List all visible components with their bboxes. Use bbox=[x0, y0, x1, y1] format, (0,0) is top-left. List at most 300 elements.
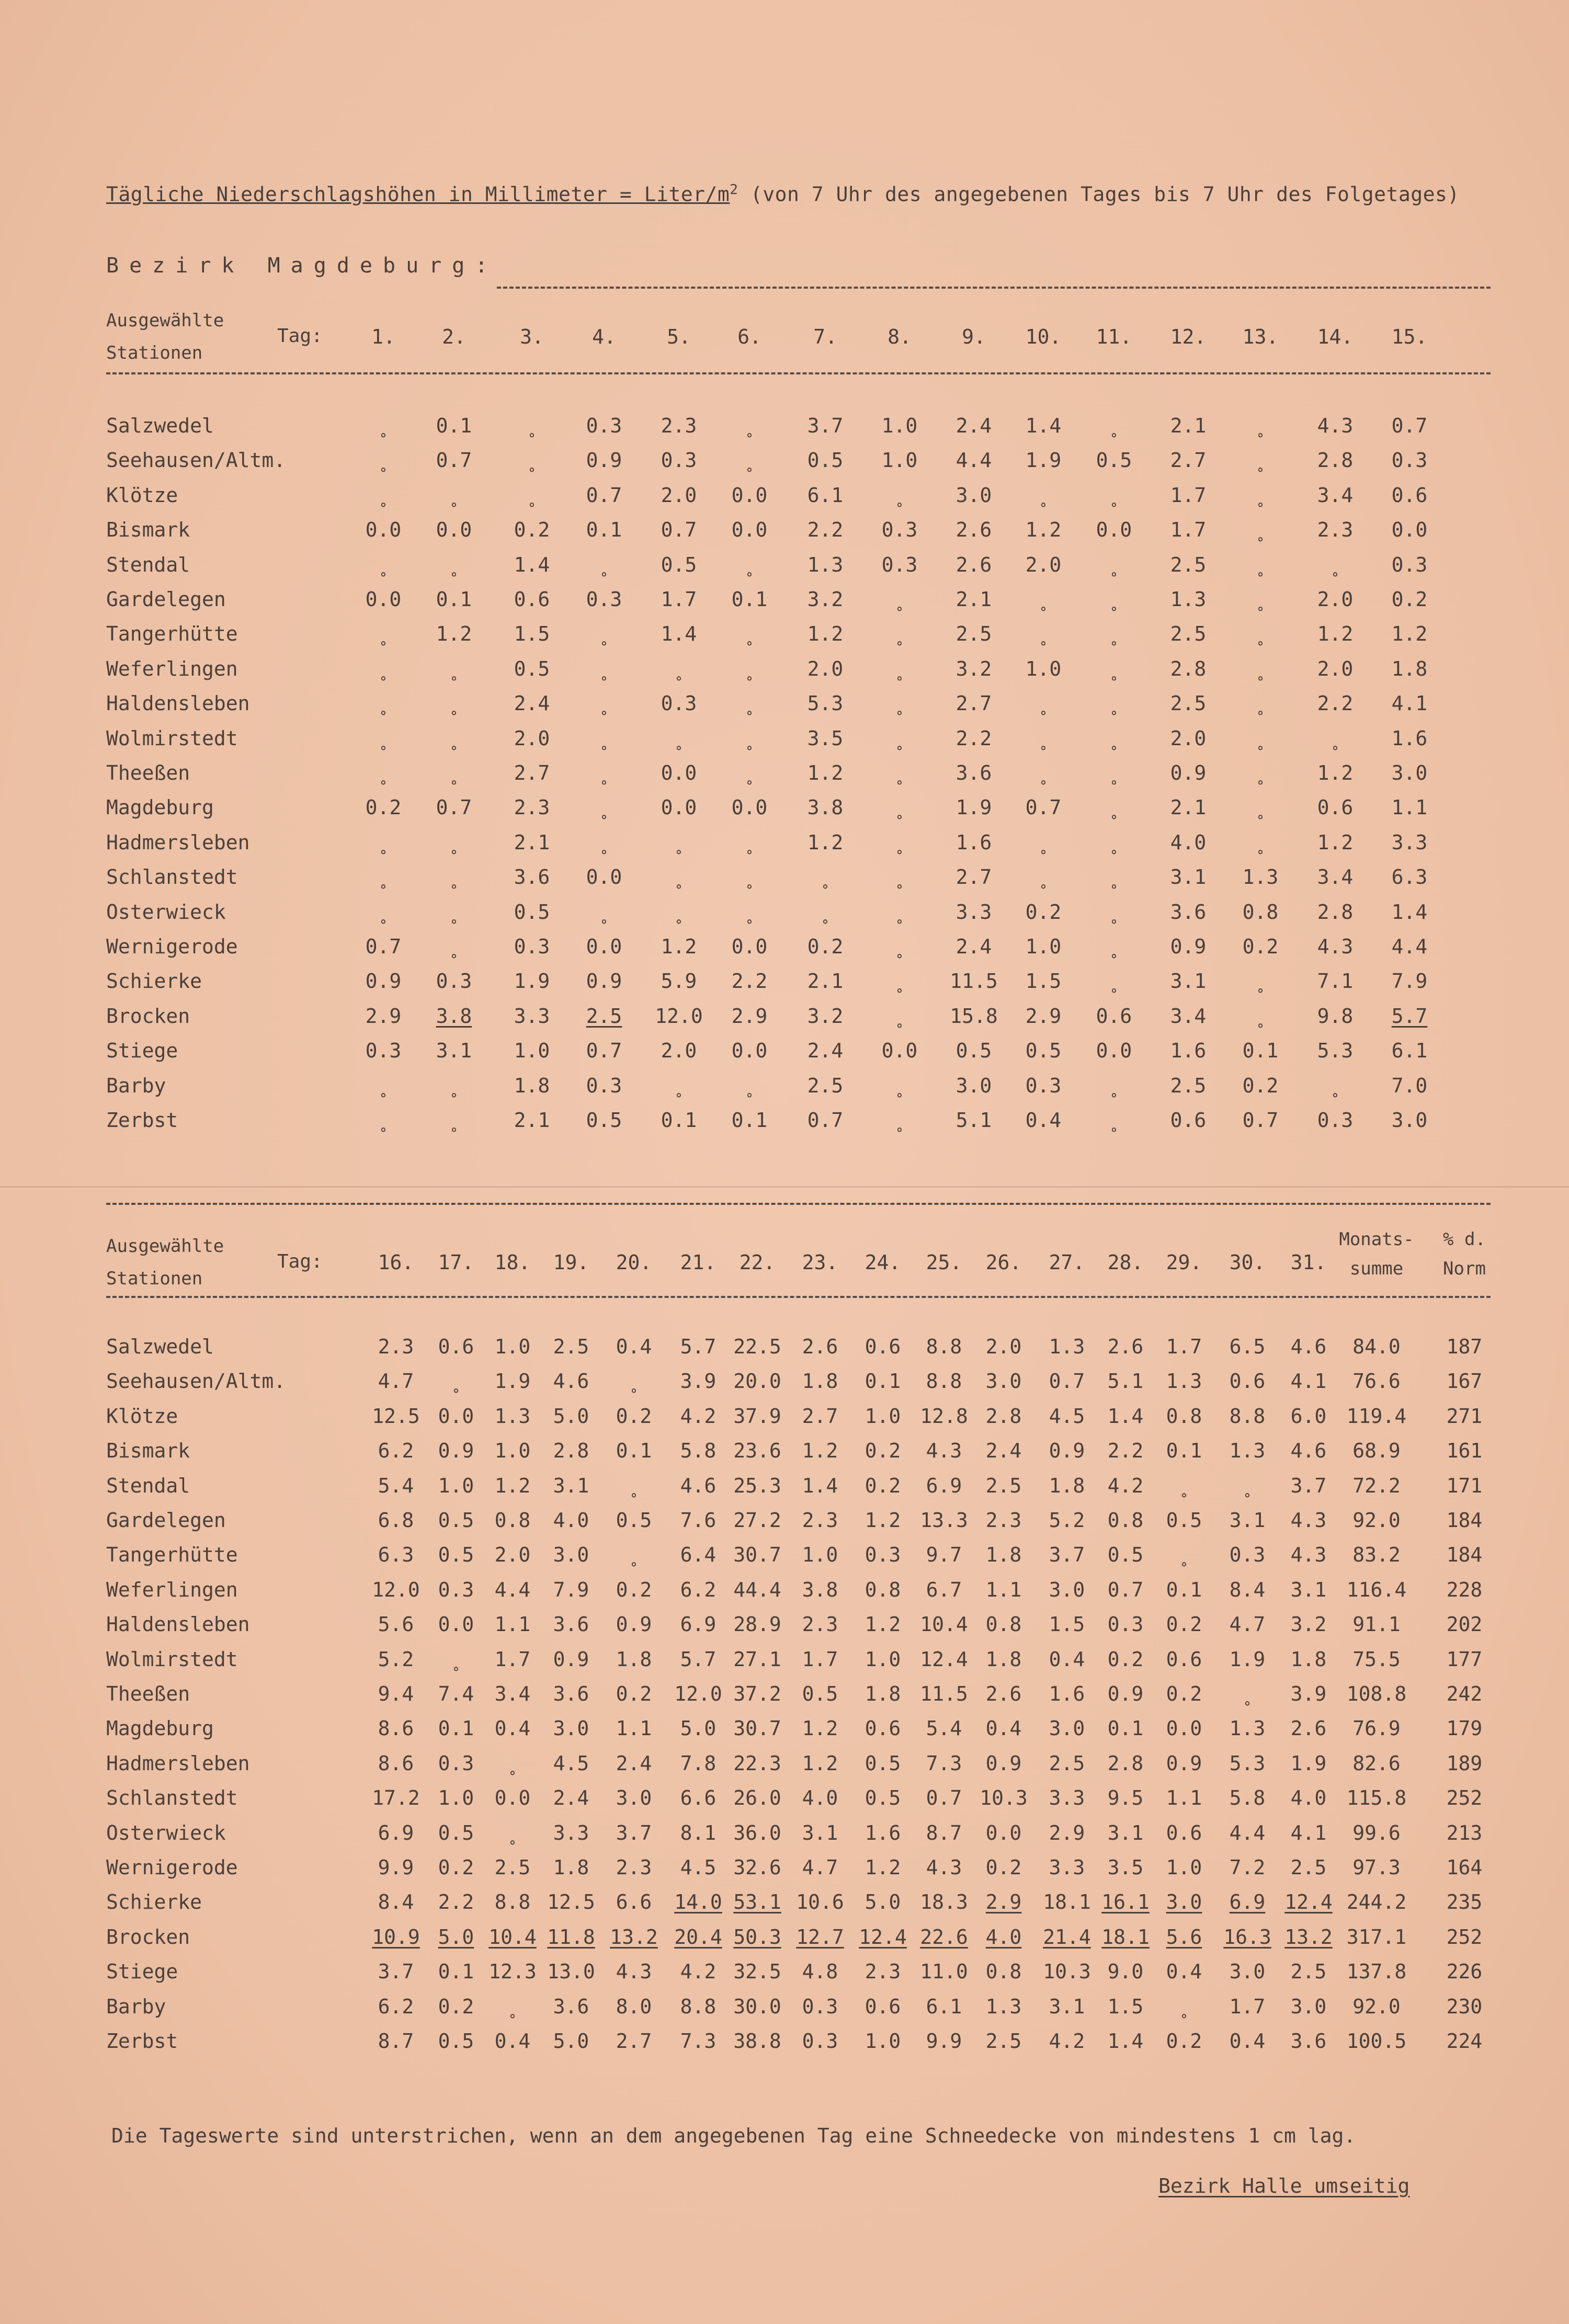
precip-cell: 0.1 bbox=[438, 1717, 474, 1740]
precip-cell: 1.2 bbox=[1317, 830, 1354, 854]
precip-cell: ˳ bbox=[377, 692, 390, 715]
station-name: Zerbst bbox=[106, 1109, 178, 1132]
precip-cell: 3.4 bbox=[1317, 865, 1354, 889]
precip-cell: 0.0 bbox=[1166, 1717, 1202, 1740]
precip-cell: ˳ bbox=[1108, 796, 1120, 819]
day-header: 23. bbox=[802, 1251, 838, 1274]
precip-cell: 0.5 bbox=[956, 1039, 992, 1063]
precip-cell: 0.1 bbox=[1107, 1717, 1144, 1740]
monthly-sum-cell: 76.9 bbox=[1352, 1717, 1401, 1740]
precip-cell: ˳ bbox=[893, 935, 906, 958]
precip-cell: 0.3 bbox=[1391, 449, 1428, 472]
precip-cell: 1.2 bbox=[865, 1856, 901, 1879]
day-header: 10. bbox=[1025, 325, 1062, 348]
station-name: Osterwieck bbox=[106, 1821, 226, 1844]
precip-cell: ˳ bbox=[377, 830, 390, 854]
precip-cell: 7.3 bbox=[680, 2030, 717, 2053]
station-name: Hadmersleben bbox=[106, 830, 250, 854]
precip-cell: 0.0 bbox=[438, 1613, 474, 1636]
precip-cell: 3.6 bbox=[553, 1613, 589, 1636]
precip-cell: 1.8 bbox=[1391, 657, 1428, 680]
precip-cell: 0.5 bbox=[616, 1509, 652, 1532]
precip-cell: 0.8 bbox=[1166, 1404, 1202, 1428]
precip-cell: ˳ bbox=[1329, 726, 1341, 750]
precip-cell: ˳ bbox=[506, 1995, 519, 2018]
precip-cell: 0.9 bbox=[553, 1647, 589, 1671]
precip-cell: 3.8 bbox=[436, 1004, 472, 1028]
station-name: Wolmirstedt bbox=[106, 726, 238, 750]
precip-cell: 4.6 bbox=[1290, 1335, 1327, 1358]
precip-cell: 0.0 bbox=[438, 1404, 474, 1428]
precip-cell: 1.4 bbox=[1107, 1404, 1144, 1428]
norm-percent-cell: 224 bbox=[1446, 2030, 1483, 2053]
title-prefix: Tägliche Niederschlagshöhen in Millimeter bbox=[106, 183, 608, 206]
precip-cell: 3.1 bbox=[1049, 1995, 1085, 2018]
precip-cell: 1.0 bbox=[1025, 935, 1062, 958]
precip-cell: ˳ bbox=[673, 830, 685, 854]
precip-cell: ˳ bbox=[1108, 900, 1120, 924]
precip-cell: 10.4 bbox=[488, 1925, 537, 1949]
precip-cell: 5.8 bbox=[1229, 1786, 1266, 1810]
precip-cell: 3.3 bbox=[1049, 1856, 1085, 1879]
precip-cell: 4.0 bbox=[802, 1786, 838, 1810]
precip-cell: 30.0 bbox=[733, 1995, 781, 2018]
precip-cell: 12.5 bbox=[372, 1404, 420, 1428]
precip-cell: 0.7 bbox=[365, 935, 402, 958]
precip-cell: 9.5 bbox=[1107, 1786, 1144, 1810]
station-name: Schierke bbox=[106, 1890, 202, 1914]
precip-cell: 0.5 bbox=[438, 1509, 474, 1532]
precip-cell: 0.9 bbox=[985, 1751, 1022, 1775]
precip-cell: 1.1 bbox=[1391, 796, 1428, 819]
monthly-sum-header bbox=[1339, 1225, 1414, 1283]
precip-cell: ˳ bbox=[743, 692, 756, 715]
precip-cell: 0.4 bbox=[1049, 1647, 1085, 1671]
precip-cell: 0.1 bbox=[731, 588, 768, 611]
precip-cell: ˳ bbox=[526, 449, 538, 472]
precip-cell: 8.4 bbox=[1229, 1578, 1266, 1601]
precip-cell: 20.0 bbox=[733, 1370, 781, 1393]
precip-cell: 1.6 bbox=[1049, 1682, 1085, 1705]
precip-cell: ˳ bbox=[893, 970, 906, 993]
precip-cell: 2.2 bbox=[956, 726, 992, 750]
station-name: Seehausen/Altm. bbox=[106, 1370, 286, 1393]
precip-cell: ˳ bbox=[598, 553, 610, 576]
precip-cell: ˳ bbox=[1254, 796, 1267, 819]
precip-cell: ˳ bbox=[1108, 588, 1120, 611]
precip-cell: 3.7 bbox=[616, 1821, 652, 1844]
norm-percent-cell: 242 bbox=[1446, 1682, 1483, 1705]
station-name: Haldensleben bbox=[106, 1613, 250, 1636]
precip-cell: 2.5 bbox=[985, 1474, 1022, 1497]
precip-cell: 18.3 bbox=[920, 1890, 968, 1914]
precip-cell: 9.8 bbox=[1317, 1004, 1354, 1028]
precip-cell: 0.1 bbox=[616, 1439, 652, 1463]
precip-cell: 0.2 bbox=[438, 1856, 474, 1879]
precip-cell: 4.0 bbox=[1170, 830, 1207, 854]
precip-cell: 4.3 bbox=[1317, 414, 1354, 437]
precip-cell: 0.3 bbox=[1229, 1543, 1266, 1567]
precip-cell: 0.1 bbox=[865, 1370, 901, 1393]
precip-cell: ˳ bbox=[1108, 726, 1120, 750]
precip-cell: 2.8 bbox=[1317, 449, 1354, 472]
precip-cell: 6.6 bbox=[616, 1890, 652, 1914]
precip-cell: 3.3 bbox=[956, 900, 992, 924]
precip-cell: 1.0 bbox=[494, 1335, 531, 1358]
precip-cell: ˳ bbox=[377, 726, 390, 750]
precip-cell: 1.6 bbox=[1391, 726, 1428, 750]
precip-cell: 2.3 bbox=[616, 1856, 652, 1879]
precip-cell: 0.0 bbox=[586, 865, 622, 889]
precip-cell: 2.6 bbox=[1290, 1717, 1327, 1740]
precip-cell: 4.3 bbox=[1290, 1509, 1327, 1532]
precip-cell: 4.0 bbox=[985, 1925, 1022, 1949]
precip-cell: 13.0 bbox=[547, 1960, 595, 1984]
precip-cell: 1.3 bbox=[1049, 1335, 1085, 1358]
precip-cell: 0.7 bbox=[926, 1786, 962, 1810]
precip-cell: 11.5 bbox=[950, 970, 998, 993]
precip-cell: ˳ bbox=[1037, 830, 1050, 854]
day-header: 21. bbox=[680, 1251, 717, 1274]
precip-cell: 2.0 bbox=[1317, 588, 1354, 611]
precip-cell: 0.1 bbox=[731, 1109, 768, 1132]
precip-cell: 6.1 bbox=[1391, 1039, 1428, 1063]
precip-cell: ˳ bbox=[1254, 726, 1267, 750]
precip-cell: 1.7 bbox=[1170, 483, 1207, 507]
precip-cell: 0.0 bbox=[436, 518, 472, 542]
precip-cell: 12.0 bbox=[655, 1004, 703, 1028]
precip-cell: 4.6 bbox=[553, 1370, 589, 1393]
precip-cell: ˳ bbox=[1108, 657, 1120, 680]
monthly-sum-cell: 68.9 bbox=[1352, 1439, 1401, 1463]
monthly-sum-cell: 76.6 bbox=[1352, 1370, 1401, 1393]
precip-cell: 2.0 bbox=[807, 657, 844, 680]
precip-cell: 0.3 bbox=[881, 518, 918, 542]
precip-cell: 0.2 bbox=[616, 1682, 652, 1705]
norm-percent-cell: 184 bbox=[1446, 1543, 1483, 1567]
precip-cell: 3.3 bbox=[553, 1821, 589, 1844]
precip-cell: ˳ bbox=[893, 796, 906, 819]
precip-cell: ˳ bbox=[673, 865, 685, 889]
precip-cell: 3.8 bbox=[807, 796, 844, 819]
precip-cell: ˳ bbox=[1178, 1543, 1190, 1567]
precip-cell: 0.5 bbox=[514, 657, 550, 680]
precip-cell: ˳ bbox=[377, 553, 390, 576]
precip-cell: ˳ bbox=[377, 1109, 390, 1132]
station-name: Stiege bbox=[106, 1039, 178, 1063]
precip-cell: 7.6 bbox=[680, 1509, 717, 1532]
precip-cell: ˳ bbox=[743, 1074, 756, 1097]
day-header: 16. bbox=[378, 1251, 414, 1274]
precip-cell: 3.0 bbox=[985, 1370, 1022, 1393]
precip-cell: 1.4 bbox=[802, 1474, 838, 1497]
precip-cell: 53.1 bbox=[733, 1890, 781, 1914]
precip-cell: 0.2 bbox=[1242, 1074, 1279, 1097]
precip-cell: 5.1 bbox=[1107, 1370, 1144, 1393]
precip-cell: ˳ bbox=[1037, 761, 1050, 784]
precip-cell: 4.7 bbox=[1229, 1613, 1266, 1636]
precip-cell: 1.3 bbox=[807, 553, 844, 576]
precip-cell: 3.0 bbox=[1229, 1960, 1266, 1984]
precip-cell: ˳ bbox=[1108, 761, 1120, 784]
precip-cell: 6.9 bbox=[1229, 1890, 1266, 1914]
norm-percent-cell: 161 bbox=[1446, 1439, 1483, 1463]
station-name: Bismark bbox=[106, 1439, 190, 1463]
precip-cell: 2.7 bbox=[616, 2030, 652, 2053]
precip-cell: 8.8 bbox=[926, 1370, 962, 1393]
precip-cell: 2.1 bbox=[956, 588, 992, 611]
precip-cell: ˳ bbox=[743, 761, 756, 784]
precip-cell: 3.8 bbox=[802, 1578, 838, 1601]
precip-cell: 5.3 bbox=[807, 692, 844, 715]
precip-cell: 8.7 bbox=[926, 1821, 962, 1844]
station-name: Salzwedel bbox=[106, 414, 214, 437]
station-name: Schierke bbox=[106, 970, 202, 993]
precip-cell: 0.7 bbox=[436, 449, 472, 472]
precip-cell: 1.9 bbox=[1229, 1647, 1266, 1671]
precip-cell: ˳ bbox=[450, 1370, 462, 1393]
precip-cell: 9.9 bbox=[378, 1856, 414, 1879]
precip-cell: 0.5 bbox=[586, 1109, 622, 1132]
precip-cell: 3.3 bbox=[1391, 830, 1428, 854]
precip-cell: 4.7 bbox=[378, 1370, 414, 1393]
precip-cell: 2.9 bbox=[365, 1004, 402, 1028]
precip-cell: 0.6 bbox=[1166, 1821, 1202, 1844]
precip-cell: 32.5 bbox=[733, 1960, 781, 1984]
day-header: 31. bbox=[1290, 1251, 1327, 1274]
precip-cell: 4.2 bbox=[1107, 1474, 1144, 1497]
norm-percent-cell: 184 bbox=[1446, 1509, 1483, 1532]
precip-cell: 1.9 bbox=[1025, 449, 1062, 472]
precip-cell: 0.6 bbox=[865, 1995, 901, 2018]
station-name: Weferlingen bbox=[106, 1578, 238, 1601]
precip-cell: 3.6 bbox=[1290, 2030, 1327, 2053]
precip-cell: 1.0 bbox=[881, 449, 918, 472]
norm-percent-cell: 177 bbox=[1446, 1647, 1483, 1671]
precip-cell: 2.6 bbox=[985, 1682, 1022, 1705]
precip-cell: 0.5 bbox=[1166, 1509, 1202, 1532]
precip-cell: 4.3 bbox=[616, 1960, 652, 1984]
precip-cell: ˳ bbox=[1254, 830, 1267, 854]
precip-cell: ˳ bbox=[743, 622, 756, 646]
precip-cell: 44.4 bbox=[733, 1578, 781, 1601]
precip-cell: 3.7 bbox=[378, 1960, 414, 1984]
day-header: 15. bbox=[1391, 325, 1428, 348]
precip-cell: 3.6 bbox=[956, 761, 992, 784]
precip-cell: 0.0 bbox=[731, 935, 768, 958]
precip-cell: ˳ bbox=[448, 830, 460, 854]
precip-cell: 1.0 bbox=[514, 1039, 550, 1063]
precip-cell: 8.4 bbox=[378, 1890, 414, 1914]
norm-percent-cell: 252 bbox=[1446, 1786, 1483, 1810]
precip-cell: ˳ bbox=[1254, 414, 1267, 437]
precip-cell: 5.0 bbox=[680, 1717, 717, 1740]
precip-cell: 1.1 bbox=[616, 1717, 652, 1740]
precip-cell: 0.3 bbox=[514, 935, 550, 958]
precip-cell: 1.6 bbox=[956, 830, 992, 854]
precip-cell: 1.1 bbox=[494, 1613, 531, 1636]
monthly-sum-cell: 99.6 bbox=[1352, 1821, 1401, 1844]
day-header: 4. bbox=[592, 325, 616, 348]
precip-cell: 3.0 bbox=[1290, 1995, 1327, 2018]
precip-cell: ˳ bbox=[448, 692, 460, 715]
norm-line2: Norm bbox=[1443, 1258, 1486, 1279]
precip-cell: 1.5 bbox=[1049, 1613, 1085, 1636]
precip-cell: 0.5 bbox=[661, 553, 697, 576]
precip-cell: 2.0 bbox=[661, 483, 697, 507]
precip-cell: 1.0 bbox=[438, 1474, 474, 1497]
station-name: Bismark bbox=[106, 518, 190, 542]
precip-cell: 4.5 bbox=[1049, 1404, 1085, 1428]
precip-cell: 0.7 bbox=[1107, 1578, 1144, 1601]
precip-cell: 2.7 bbox=[956, 692, 992, 715]
precip-cell: 28.9 bbox=[733, 1613, 781, 1636]
precip-cell: 0.2 bbox=[1166, 1613, 1202, 1636]
precip-cell: 0.3 bbox=[1391, 553, 1428, 576]
precip-cell: 5.6 bbox=[1166, 1925, 1202, 1949]
day-header: 14. bbox=[1317, 325, 1354, 348]
precip-cell: 4.7 bbox=[802, 1856, 838, 1879]
precip-cell: 2.0 bbox=[985, 1335, 1022, 1358]
precip-cell: 2.1 bbox=[807, 970, 844, 993]
precip-cell: 4.6 bbox=[1290, 1439, 1327, 1463]
precip-cell: 3.6 bbox=[514, 865, 550, 889]
precip-cell: 2.7 bbox=[1170, 449, 1207, 472]
day-header: 20. bbox=[616, 1251, 652, 1274]
day-header: 13. bbox=[1242, 325, 1279, 348]
precip-cell: 5.0 bbox=[553, 1404, 589, 1428]
precip-cell: 0.7 bbox=[807, 1109, 844, 1132]
precip-cell: 3.0 bbox=[1391, 1109, 1428, 1132]
precip-cell: 0.7 bbox=[661, 518, 697, 542]
precip-cell: 2.4 bbox=[956, 935, 992, 958]
precip-cell: 1.0 bbox=[865, 1647, 901, 1671]
precip-cell: 3.0 bbox=[956, 483, 992, 507]
precip-cell: 9.7 bbox=[926, 1543, 962, 1567]
precip-cell: ˳ bbox=[1329, 553, 1341, 576]
precip-cell: 0.0 bbox=[881, 1039, 918, 1063]
precip-cell: 22.3 bbox=[733, 1751, 781, 1775]
precip-cell: 1.0 bbox=[802, 1543, 838, 1567]
station-name: Stendal bbox=[106, 553, 190, 576]
precip-cell: 2.0 bbox=[661, 1039, 697, 1063]
precip-cell: 0.4 bbox=[1229, 2030, 1266, 2053]
station-name: Salzwedel bbox=[106, 1335, 214, 1358]
precip-cell: 0.0 bbox=[365, 518, 402, 542]
precip-cell: 27.2 bbox=[733, 1509, 781, 1532]
monthly-sum-cell: 137.8 bbox=[1346, 1960, 1407, 1984]
precip-cell: ˳ bbox=[893, 761, 906, 784]
precip-cell: 7.3 bbox=[926, 1751, 962, 1775]
precip-cell: ˳ bbox=[448, 483, 460, 507]
precip-cell: 2.3 bbox=[378, 1335, 414, 1358]
precip-cell: 2.7 bbox=[514, 761, 550, 784]
precip-cell: 3.1 bbox=[1229, 1509, 1266, 1532]
precip-cell: 1.8 bbox=[616, 1647, 652, 1671]
precip-cell: 5.7 bbox=[1391, 1004, 1428, 1028]
precip-cell: 14.0 bbox=[674, 1890, 722, 1914]
precip-cell: 5.2 bbox=[1049, 1509, 1085, 1532]
precip-cell: ˳ bbox=[893, 483, 906, 507]
precip-cell: 0.5 bbox=[1025, 1039, 1062, 1063]
precip-cell: 17.2 bbox=[372, 1786, 420, 1810]
precip-cell: 0.5 bbox=[802, 1682, 838, 1705]
precip-cell: ˳ bbox=[1108, 1074, 1120, 1097]
monthly-sum-cell: 317.1 bbox=[1346, 1925, 1407, 1949]
precip-cell: 0.3 bbox=[661, 449, 697, 472]
precip-cell: ˳ bbox=[448, 761, 460, 784]
precip-cell: 9.9 bbox=[926, 2030, 962, 2053]
precip-cell: 3.0 bbox=[1049, 1578, 1085, 1601]
precip-cell: 1.8 bbox=[514, 1074, 550, 1097]
precip-cell: 0.6 bbox=[1096, 1004, 1132, 1028]
precip-cell: 3.6 bbox=[1170, 900, 1207, 924]
precip-cell: ˳ bbox=[743, 449, 756, 472]
precip-cell: 3.7 bbox=[1049, 1543, 1085, 1567]
precip-cell: 6.3 bbox=[1391, 865, 1428, 889]
precip-cell: 1.2 bbox=[1317, 622, 1354, 646]
precip-cell: 0.9 bbox=[1049, 1439, 1085, 1463]
precip-cell: 0.8 bbox=[985, 1613, 1022, 1636]
precip-cell: 5.4 bbox=[926, 1717, 962, 1740]
precip-cell: 3.6 bbox=[553, 1995, 589, 2018]
precip-cell: 0.4 bbox=[494, 1717, 531, 1740]
precip-cell: 2.1 bbox=[514, 1109, 550, 1132]
precip-cell: 2.6 bbox=[802, 1335, 838, 1358]
precip-cell: 5.4 bbox=[378, 1474, 414, 1497]
precip-cell: 2.2 bbox=[1107, 1439, 1144, 1463]
norm-percent-cell: 230 bbox=[1446, 1995, 1483, 2018]
precip-cell: 2.4 bbox=[807, 1039, 844, 1063]
precip-cell: ˳ bbox=[1037, 726, 1050, 750]
precip-cell: 0.5 bbox=[438, 2030, 474, 2053]
precip-cell: ˳ bbox=[893, 865, 906, 889]
day-header: 1. bbox=[371, 325, 395, 348]
precip-cell: ˳ bbox=[893, 622, 906, 646]
monthly-sum-line1: Monats- bbox=[1339, 1229, 1414, 1250]
precip-cell: 0.7 bbox=[1391, 414, 1428, 437]
precip-cell: ˳ bbox=[1254, 1004, 1267, 1028]
precip-cell: 0.8 bbox=[494, 1509, 531, 1532]
precip-cell: 4.2 bbox=[1049, 2030, 1085, 2053]
precip-cell: ˳ bbox=[893, 830, 906, 854]
monthly-sum-cell: 92.0 bbox=[1352, 1509, 1401, 1532]
precip-cell: 0.5 bbox=[514, 900, 550, 924]
day-header: 26. bbox=[985, 1251, 1022, 1274]
title-suffix: (von 7 Uhr des angegebenen Tages bis 7 Uhr des Folgetages) bbox=[738, 183, 1460, 206]
tag-label-1: Tag: bbox=[277, 325, 323, 347]
precip-cell: 0.0 bbox=[586, 935, 622, 958]
precip-cell: 2.5 bbox=[586, 1004, 622, 1028]
precip-cell: 0.2 bbox=[1166, 1682, 1202, 1705]
precip-cell: 2.2 bbox=[807, 518, 844, 542]
precip-cell: ˳ bbox=[1254, 449, 1267, 472]
precip-cell: 1.2 bbox=[1317, 761, 1354, 784]
precip-cell: ˳ bbox=[1037, 692, 1050, 715]
station-header-line1: Ausgewählte bbox=[106, 1236, 224, 1257]
precip-cell: 1.3 bbox=[985, 1995, 1022, 2018]
monthly-sum-cell: 244.2 bbox=[1346, 1890, 1407, 1914]
precip-cell: 2.6 bbox=[956, 518, 992, 542]
station-name: Hadmersleben bbox=[106, 1751, 250, 1775]
precip-cell: 3.0 bbox=[956, 1074, 992, 1097]
precip-cell: 6.1 bbox=[807, 483, 844, 507]
precip-cell: 50.3 bbox=[733, 1925, 781, 1949]
norm-percent-cell: 171 bbox=[1446, 1474, 1483, 1497]
precip-cell: 7.0 bbox=[1391, 1074, 1428, 1097]
precip-cell: 2.2 bbox=[438, 1890, 474, 1914]
day-header: 17. bbox=[438, 1251, 474, 1274]
